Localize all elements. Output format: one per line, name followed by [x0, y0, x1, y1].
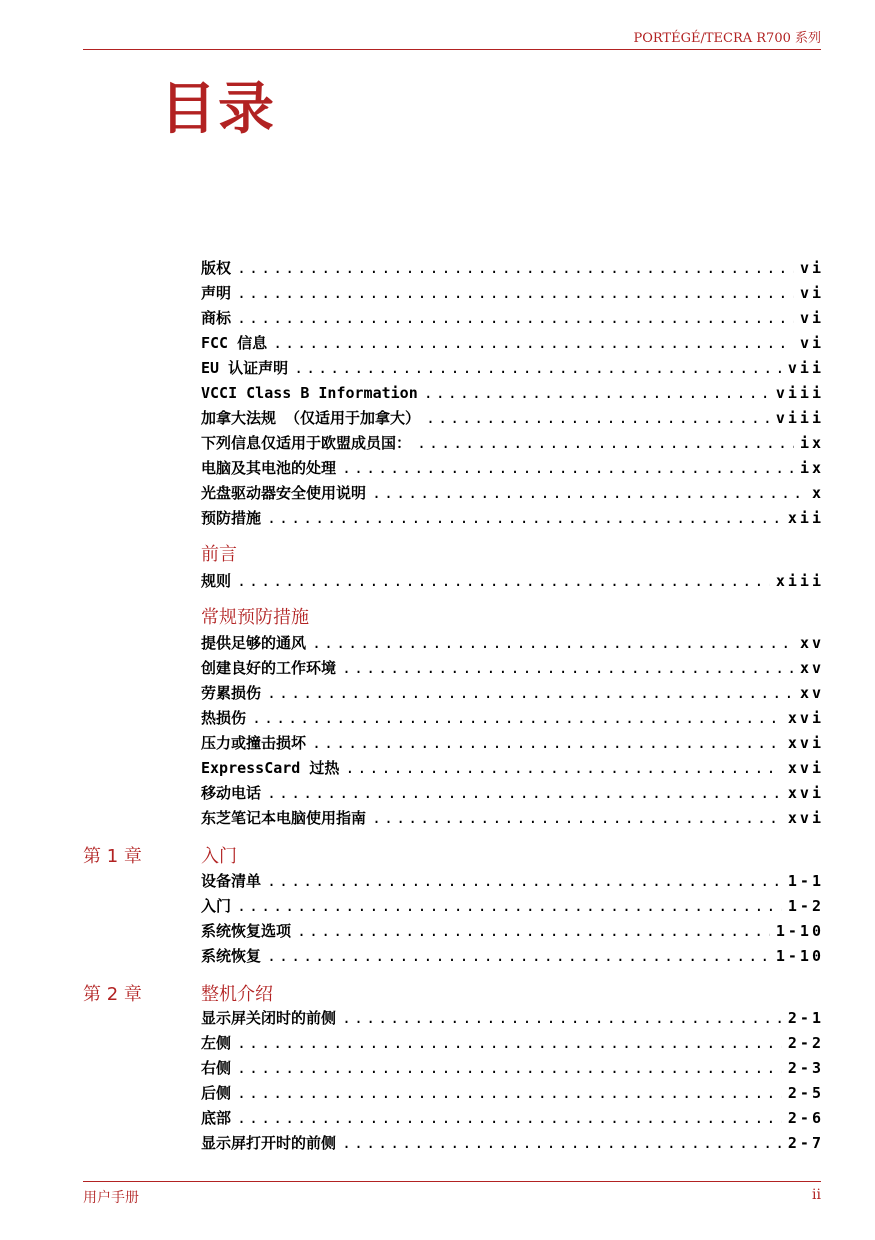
leader-dots: [372, 483, 806, 503]
toc-entry-page: ix: [799, 434, 824, 452]
toc-entry-page: viii: [775, 384, 824, 402]
toc-entry-page: xv: [799, 634, 824, 652]
toc-entry[interactable]: [201, 433, 824, 453]
leader-dots: [267, 508, 782, 528]
leader-dots: [237, 258, 794, 278]
toc-entry[interactable]: [201, 683, 824, 703]
toc-entry[interactable]: [201, 758, 824, 778]
toc-entry-page: xvi: [787, 784, 824, 802]
toc-entry[interactable]: [201, 896, 824, 916]
toc-entry-page: xv: [799, 659, 824, 677]
toc-entry-title: 后侧: [201, 1084, 232, 1102]
footer-page-number: ii: [812, 1187, 821, 1203]
toc-entry-page: 2-2: [787, 1034, 824, 1052]
leader-dots: [426, 408, 770, 428]
leader-dots: [424, 383, 770, 403]
toc-entry[interactable]: [201, 283, 824, 303]
toc-entry-title: 光盘驱动器安全使用说明: [201, 484, 367, 502]
toc-entry[interactable]: [201, 483, 824, 503]
leader-dots: [237, 571, 770, 591]
chapter-title[interactable]: 入门: [201, 846, 237, 867]
toc-entry-page: vi: [799, 259, 824, 277]
toc-entry[interactable]: [201, 1133, 824, 1153]
toc-entry[interactable]: [201, 1108, 824, 1128]
toc-entry-title: 下列信息仅适用于欧盟成员国：: [201, 434, 412, 452]
toc-entry[interactable]: [201, 1058, 824, 1078]
toc-entry-page: 1-10: [775, 922, 824, 940]
toc-entry-page: ix: [799, 459, 824, 477]
leader-dots: [297, 921, 770, 941]
toc-entry[interactable]: [201, 733, 824, 753]
toc-entry[interactable]: [201, 408, 824, 428]
toc-entry-title: 右侧: [201, 1059, 232, 1077]
toc-entry-title: 声明: [201, 284, 232, 302]
toc-entry-title: ExpressCard 过热: [201, 759, 340, 777]
toc-entry[interactable]: [201, 1033, 824, 1053]
toc-entry-page: x: [811, 484, 824, 502]
leader-dots: [312, 633, 794, 653]
toc-entry[interactable]: [201, 921, 824, 941]
toc-entry[interactable]: [201, 946, 824, 966]
toc-entry-title: 热损伤: [201, 709, 247, 727]
toc-entry[interactable]: [201, 258, 824, 278]
toc-entry-title: 加拿大法规 （仅适用于加拿大）: [201, 409, 421, 427]
leader-dots: [237, 1083, 782, 1103]
toc-entry-title: 底部: [201, 1109, 232, 1127]
toc-entry-page: xv: [799, 684, 824, 702]
leader-dots: [267, 783, 782, 803]
toc-entry-page: viii: [775, 409, 824, 427]
toc-entry[interactable]: [201, 571, 824, 591]
toc-entry-page: 2-3: [787, 1059, 824, 1077]
footer-manual-title: 用户手册: [83, 1190, 139, 1206]
chapter-label: 第 1 章: [83, 846, 142, 867]
toc-entry-page: 2-7: [787, 1134, 824, 1152]
running-header: PORTÉGÉ/TECRA R700 系列: [633, 31, 821, 46]
toc-entry-title: FCC 信息: [201, 334, 268, 352]
toc-entry[interactable]: [201, 1008, 824, 1028]
toc-entry-title: 提供足够的通风: [201, 634, 307, 652]
toc-entry-page: vii: [787, 359, 824, 377]
toc-entry[interactable]: [201, 633, 824, 653]
leader-dots: [237, 896, 782, 916]
toc-entry-title: 压力或撞击损坏: [201, 734, 307, 752]
toc-entry-title: 移动电话: [201, 784, 262, 802]
leader-dots: [273, 333, 794, 353]
toc-entry[interactable]: [201, 508, 824, 528]
toc-entry[interactable]: [201, 871, 824, 891]
toc-entry-title: 系统恢复选项: [201, 922, 292, 940]
leader-dots: [417, 433, 794, 453]
leader-dots: [267, 946, 770, 966]
toc-entry[interactable]: [201, 358, 824, 378]
toc-entry-page: 1-10: [775, 947, 824, 965]
leader-dots: [267, 871, 782, 891]
leader-dots: [342, 1008, 782, 1028]
section-title-preface[interactable]: 前言: [201, 544, 237, 565]
leader-dots: [267, 683, 794, 703]
toc-entry-title: 系统恢复: [201, 947, 262, 965]
header-rule: [83, 49, 821, 50]
toc-entry-title: VCCI Class B Information: [201, 384, 418, 402]
toc-entry-title: 显示屏关闭时的前侧: [201, 1009, 337, 1027]
toc-entry-page: xiii: [775, 572, 824, 590]
leader-dots: [237, 1033, 782, 1053]
toc-entry[interactable]: [201, 383, 824, 403]
toc-entry[interactable]: [201, 808, 824, 828]
toc-entry[interactable]: [201, 458, 824, 478]
toc-entry-title: 左侧: [201, 1034, 232, 1052]
toc-entry-title: 电脑及其电池的处理: [201, 459, 337, 477]
toc-entry-page: 1-2: [787, 897, 824, 915]
toc-entry-title: 劳累损伤: [201, 684, 262, 702]
toc-entry-title: 设备清单: [201, 872, 262, 890]
toc-entry-page: vi: [799, 334, 824, 352]
toc-entry-page: vi: [799, 284, 824, 302]
leader-dots: [345, 758, 782, 778]
toc-entry-title: 创建良好的工作环境: [201, 659, 337, 677]
chapter-title[interactable]: 整机介绍: [201, 984, 273, 1005]
toc-entry-page: xvi: [787, 759, 824, 777]
toc-entry-page: xii: [787, 509, 824, 527]
toc-entry[interactable]: [201, 1083, 824, 1103]
leader-dots: [342, 658, 794, 678]
toc-entry-page: 2-1: [787, 1009, 824, 1027]
toc-entry-title: 预防措施: [201, 509, 262, 527]
leader-dots: [342, 458, 794, 478]
leader-dots: [294, 358, 782, 378]
toc-entry[interactable]: [201, 308, 824, 328]
section-title-general-precautions[interactable]: 常规预防措施: [201, 607, 309, 628]
toc-entry-page: 2-6: [787, 1109, 824, 1127]
toc-entry-title: 商标: [201, 309, 232, 327]
page-title: 目录: [160, 77, 276, 142]
leader-dots: [237, 1108, 782, 1128]
toc-entry-page: xvi: [787, 809, 824, 827]
toc-entry-page: xvi: [787, 709, 824, 727]
toc-entry[interactable]: [201, 708, 824, 728]
leader-dots: [237, 308, 794, 328]
toc-entry[interactable]: [201, 783, 824, 803]
toc-entry-title: 规则: [201, 572, 232, 590]
leader-dots: [342, 1133, 782, 1153]
leader-dots: [237, 283, 794, 303]
toc-entry[interactable]: [201, 333, 824, 353]
leader-dots: [312, 733, 782, 753]
toc-entry-title: 东芝笔记本电脑使用指南: [201, 809, 367, 827]
chapter-label: 第 2 章: [83, 984, 142, 1005]
toc-entry[interactable]: [201, 658, 824, 678]
toc-entry-page: xvi: [787, 734, 824, 752]
toc-entry-title: 显示屏打开时的前侧: [201, 1134, 337, 1152]
toc-entry-page: 1-1: [787, 872, 824, 890]
toc-entry-page: 2-5: [787, 1084, 824, 1102]
toc-entry-title: 入门: [201, 897, 232, 915]
footer-rule: [83, 1181, 821, 1182]
toc-entry-title: 版权: [201, 259, 232, 277]
toc-entry-title: EU 认证声明: [201, 359, 289, 377]
leader-dots: [372, 808, 782, 828]
toc-entry-page: vi: [799, 309, 824, 327]
leader-dots: [237, 1058, 782, 1078]
leader-dots: [252, 708, 782, 728]
